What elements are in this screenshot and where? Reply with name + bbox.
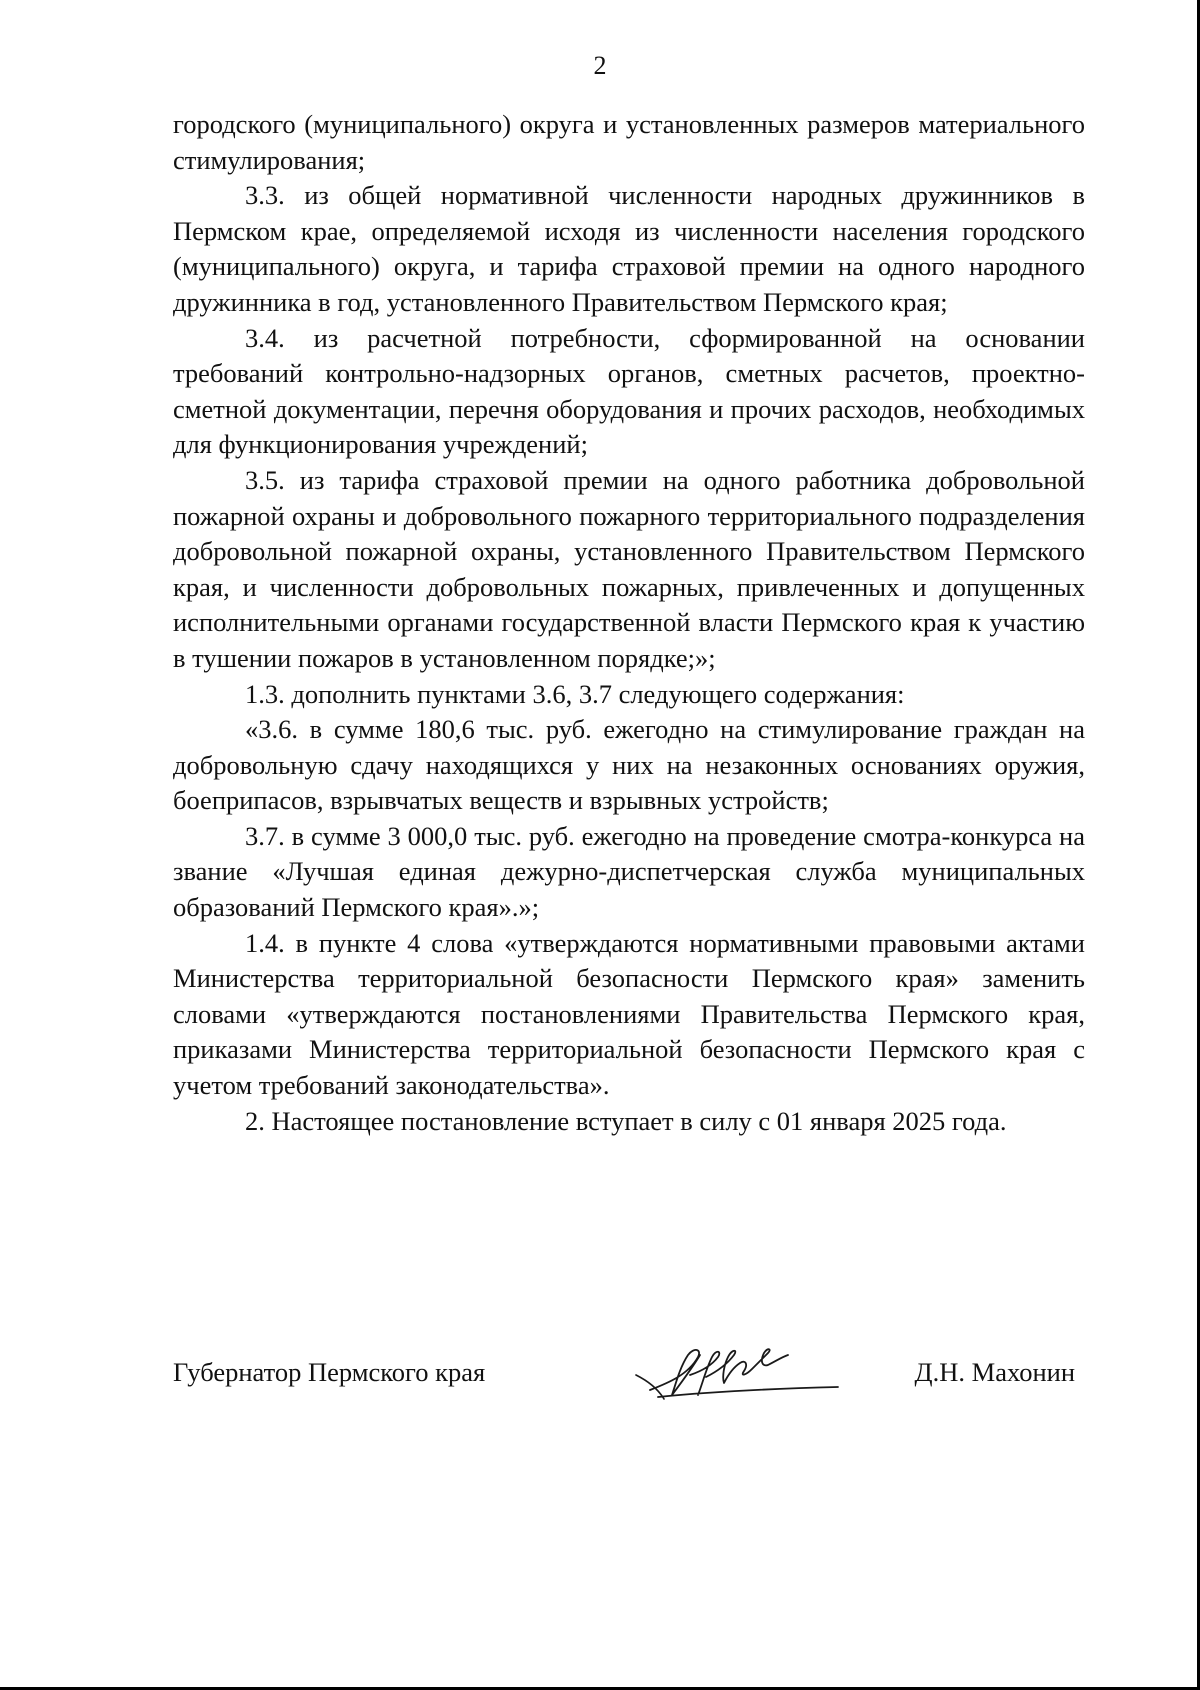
- paragraph-3-5: 3.5. из тарифа страховой премии на одного работника добровольной пожарной охраны и добровольного пожарного территориального подразделения добровольной пожарной охраны, установленного Правительством Пермского края, и численности добровольных пожарных, привлеченных и допущенных исполнительными органами государственной власти Пермского края к участию в тушении пожаров в установленном порядке;»;: [173, 464, 1085, 673]
- paragraph-1-3: 1.3. дополнить пунктами 3.6, 3.7 следующего содержания:: [245, 678, 905, 709]
- paragraph-3-4: 3.4. из расчетной потребности, сформированной на основании требований контрольно-надзорных органов, сметных расчетов, проектно-сметной документации, перечня оборудования и прочих расходов, необходимых для функционирования учреждений;: [173, 322, 1085, 460]
- signatory-name: Д.Н. Махонин: [914, 1357, 1075, 1387]
- paragraph-continuation: городского (муниципального) округа и установленных размеров материального стимулирования;: [173, 109, 1085, 175]
- paragraph-3-7: 3.7. в сумме 3 000,0 тыс. руб. ежегодно на проведение смотра-конкурса на звание «Лучшая единая дежурно-диспетчерская служба муниципальных образований Пермского края».»;: [173, 820, 1085, 923]
- document-body: [173, 107, 1085, 1139]
- page-number: 2: [593, 51, 607, 80]
- paragraph-2: 2. Настоящее постановление вступает в силу с 01 января 2025 года.: [245, 1105, 1007, 1136]
- signatory-title: Губернатор Пермского края: [173, 1357, 486, 1387]
- paragraph-3-6: «3.6. в сумме 180,6 тыс. руб. ежегодно на стимулирование граждан на добровольную сдачу находящихся у них на незаконных основаниях оружия, боеприпасов, взрывчатых веществ и взрывных устройств;: [173, 714, 1085, 816]
- handwritten-signature: [628, 1335, 843, 1410]
- paragraph-1-4: 1.4. в пункте 4 слова «утверждаются нормативными правовыми актами Министерства территориальной безопасности Пермского края» заменить словами «утверждаются постановлениями Правительства Пермского края, приказами Министерства территориальной безопасности Пермского края с учетом требований законодательства».: [173, 927, 1085, 1101]
- signature-block: [173, 1355, 1085, 1445]
- paragraph-3-3: 3.3. из общей нормативной численности народных дружинников в Пермском крае, определяемой исходя из численности населения городского (муниципального) округа, и тарифа страховой премии на одного народного дружинника в год, установленного Правительством Пермского края;: [173, 180, 1085, 317]
